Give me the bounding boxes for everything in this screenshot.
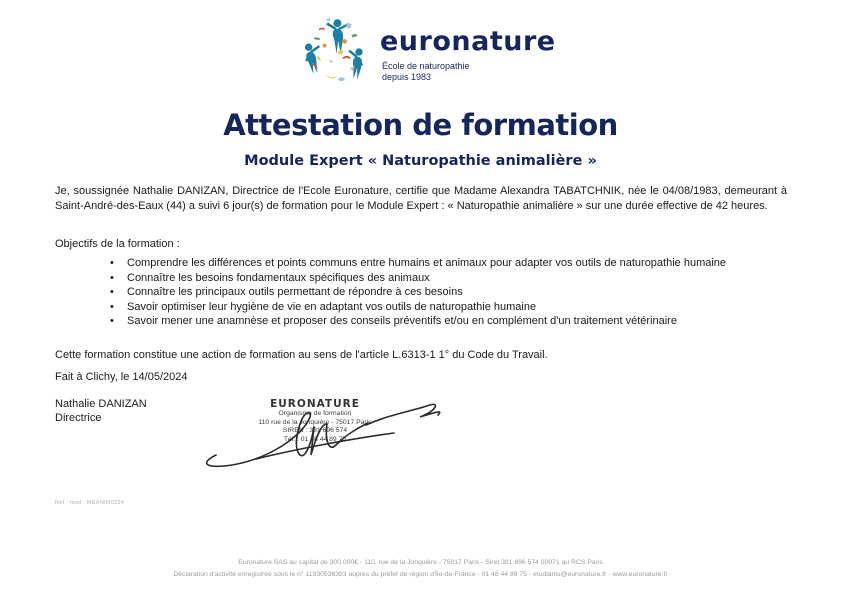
stamp-line: 110 rue de la Jonquière - 75017 Paris [258, 418, 372, 426]
stamp-company-name: EURONATURE [270, 398, 360, 410]
document-subtitle: Module Expert « Naturopathie animalière » [244, 153, 597, 169]
footer [0, 557, 841, 580]
objectives-heading: Objectifs de la formation : [55, 238, 180, 250]
stamp-line: Tél. : 01 48 44 89 75 [283, 435, 347, 443]
objective-item: • Comprendre les différences et points communs entre humains et animaux pour adapter vos outils de naturopathie humaine [108, 256, 768, 271]
euronature-logo-icon [295, 12, 375, 92]
certificate-intro-paragraph: Je, soussignée Nathalie DANIZAN, Directrice de l'Ecole Euronature, certifie que Madame Alexandra TABATCHNIK, née le 04/08/1983, demeurant à Saint-André-des-Eaux (44) a suivi 6 jour(s) de formation pour le Module Expert : « Naturopathie animalière » sur une durée effective de 42 heures. [55, 185, 787, 212]
logo-tagline [382, 61, 470, 83]
objective-item: • Savoir mener une anamnèse et proposer des conseils préventifs et/ou en complément d'un traitement vétérinaire [108, 314, 768, 329]
objective-item: • Connaître les besoins fondamentaux spécifiques des animaux [108, 271, 768, 286]
footer-line2: Déclaration d'activité enregistrée sous le n° 11930536393 auprès du préfet de région d'Île-de-France - 01 48 44 89 75 - etudiants@euronature.fr - www.euronature.fr [173, 570, 668, 578]
objective-item: • Connaître les principaux outils permettant de répondre à ces besoins [108, 285, 768, 300]
signatory-block [55, 397, 147, 425]
legal-statement: Cette formation constitue une action de formation au sens de l'article L.6313-1 1° du Code du Travail. [55, 349, 548, 361]
handwritten-signature-icon [198, 393, 453, 473]
signatory-name: Nathalie DANIZAN [55, 398, 147, 410]
logo-wordmark: euronature [380, 26, 556, 57]
stamp-line: Organisme de formation [278, 410, 352, 417]
logo-tagline-line2: depuis 1983 [382, 72, 432, 82]
footer-line1: Euronature SAS au capital de 300.000€ - 110, rue de la Jonquière - 75017 Paris - Siret 381 696 574 00071 au RCS Paris [238, 559, 603, 566]
signatory-role: Directrice [55, 412, 102, 424]
objective-item: • Savoir optimiser leur hygiène de vie en adaptant vos outils de naturopathie humaine [108, 300, 768, 315]
objectives-list [108, 256, 768, 329]
document-reference: Réf : mod : MEANIM0224 [55, 500, 125, 506]
stamp-line: SIREN : 381 696 574 [282, 427, 348, 434]
logo-tagline-line1: École de naturopathie [382, 61, 470, 71]
document-title: Attestation de formation [223, 108, 618, 142]
place-and-date: Fait à Clichy, le 14/05/2024 [55, 371, 188, 383]
